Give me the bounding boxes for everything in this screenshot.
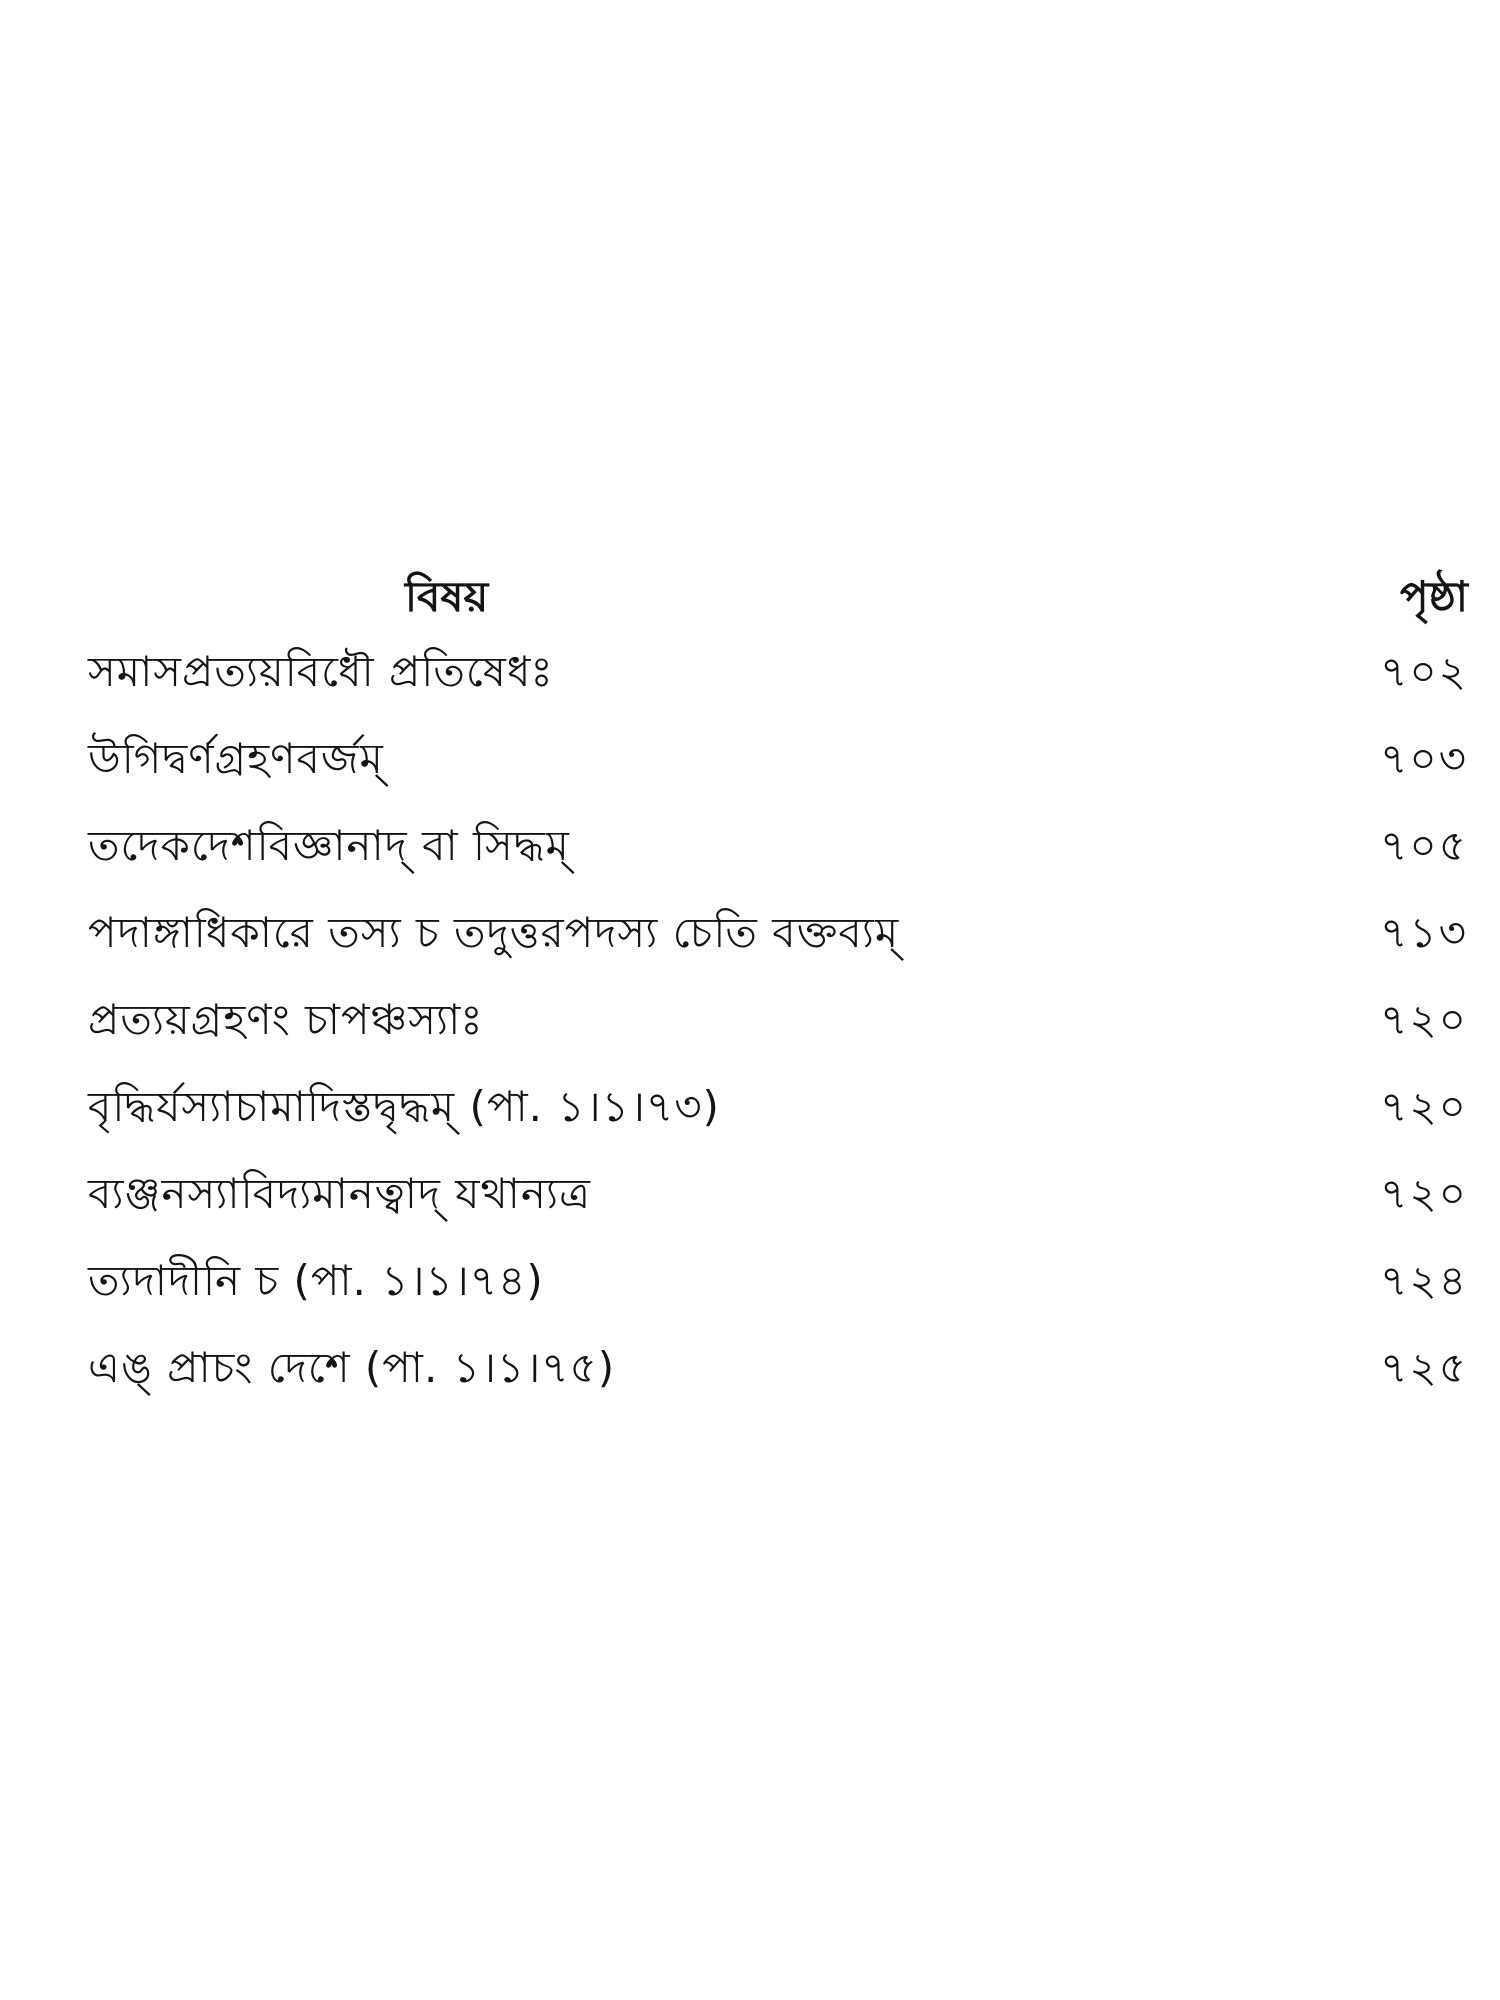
toc-entry <box>88 1063 1468 1150</box>
toc-entry-title: এঙ্ প্রাচং দেশে (পা. ১।১।৭৫) <box>88 1343 616 1392</box>
toc-entry <box>88 889 1468 976</box>
toc-header <box>88 548 1468 628</box>
toc-entry-page: ৭২৫ <box>1380 1343 1468 1392</box>
toc-entry-title: সমাসপ্রত্যয়বিধৌ প্রতিষেধঃ <box>88 647 554 696</box>
toc-entry-page: ৭১৩ <box>1380 908 1468 957</box>
page-column-heading: পৃষ্ঠা <box>1399 572 1468 621</box>
toc-entry-title: উগিদ্বর্ণগ্রহণবর্জম্ <box>88 734 384 783</box>
toc-list <box>88 628 1468 1411</box>
toc-entry-title: ত্যদাদীনি চ (পা. ১।১।৭৪) <box>88 1256 544 1305</box>
table-of-contents <box>88 548 1468 1411</box>
toc-entry-title: তদেকদেশবিজ্ঞানাদ্ বা সিদ্ধম্ <box>88 821 570 870</box>
toc-entry-title: ব্যঞ্জনস্যাবিদ্যমানত্বাদ্ যথান্যত্র <box>88 1169 591 1218</box>
toc-entry-page: ৭২০ <box>1380 1082 1468 1131</box>
toc-entry-title: প্রত্যয়গ্রহণং চাপঞ্চস্যাঃ <box>88 995 484 1044</box>
toc-entry-page: ৭২০ <box>1380 1169 1468 1218</box>
toc-entry-title: পদাঙ্গাধিকারে তস্য চ তদুত্তরপদস্য চেতি বক্তব্যম্ <box>88 908 900 957</box>
toc-entry <box>88 976 1468 1063</box>
toc-entry-page: ৭০২ <box>1380 647 1468 696</box>
toc-entry-page: ৭২৪ <box>1380 1256 1468 1305</box>
toc-entry <box>88 1237 1468 1324</box>
subject-column-heading: বিষয় <box>405 572 489 621</box>
toc-entry <box>88 1150 1468 1237</box>
toc-entry <box>88 715 1468 802</box>
toc-entry <box>88 1324 1468 1411</box>
toc-entry <box>88 802 1468 889</box>
toc-entry-page: ৭২০ <box>1380 995 1468 1044</box>
toc-entry-title: বৃদ্ধির্যস্যাচামাদিস্তদ্বৃদ্ধম্ (পা. ১।১।৭৩) <box>88 1082 720 1131</box>
toc-entry <box>88 628 1468 715</box>
toc-entry-page: ৭০৫ <box>1380 821 1468 870</box>
toc-entry-page: ৭০৩ <box>1380 734 1468 783</box>
